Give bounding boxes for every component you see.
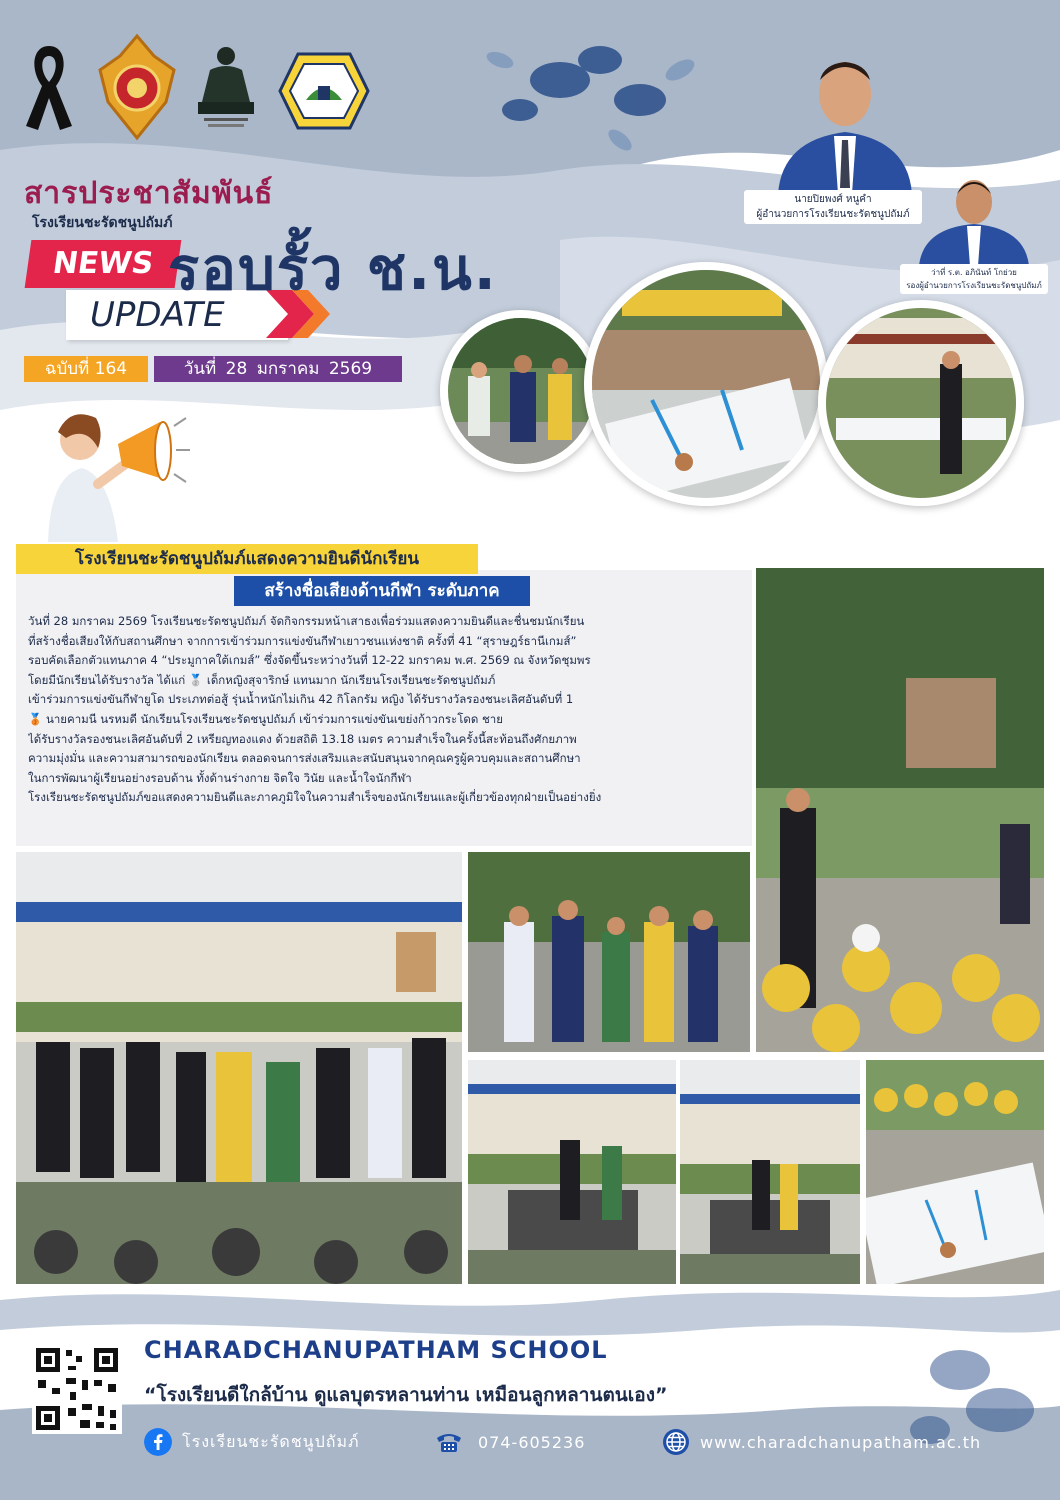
- article-line: ได้รับรางวัลรองชนะเลิศอันดับที่ 2 เหรียญทองแดง ด้วยสถิติ 13.18 เมตร ความสำเร็จในครั้งนี้สะท้อนถึงศักยภาพ: [28, 731, 577, 746]
- director-name: นายปิยพงศ์ หนูคำ: [794, 194, 872, 205]
- website-url: www.charadchanupatham.ac.th: [700, 1432, 982, 1452]
- students-medals-photo: [866, 1060, 1044, 1284]
- deputy-card: [900, 264, 1048, 294]
- facebook-contact[interactable]: [144, 1428, 360, 1456]
- article-subheadline: สร้างชื่อเสียงด้านกีฬา ระดับภาค: [234, 576, 530, 606]
- article-line: โรงเรียนชะรัดชนูปถัมภ์ขอแสดงความยินดีและภาคภูมิใจในความสำเร็จของนักเรียนและผู้เกี่ยวข้องทุกฝ่ายเป็นอย่างยิ่ง: [28, 790, 602, 805]
- issue-number: ฉบับที่ 164: [24, 356, 148, 382]
- newsletter-title: รอบรั้ว ช.น.: [168, 235, 498, 303]
- school-emblem-icon: [278, 50, 370, 132]
- article-line: ที่สร้างชื่อเสียงให้กับสถานศึกษา จากการเข้าร่วมการแข่งขันกีฬาเยาวชนแห่งชาติ ครั้งที่ 41 “สุราษฎร์ธานีเกมส์”: [28, 633, 577, 648]
- article-line: รอบคัดเลือกตัวแทนภาค 4 “ประมูกาคใต้เกมส์” ซึ่งจัดขึ้นระหว่างวันที่ 12-22 มกราคม พ.ศ. 2569 ณ จังหวัดชุมพร: [28, 653, 591, 668]
- award-circle-photo-3: [818, 300, 1024, 506]
- website-contact[interactable]: [662, 1428, 981, 1456]
- pr-title: สารประชาสัมพันธ์: [24, 176, 274, 211]
- obec-seal-icon: [96, 32, 178, 142]
- update-badge: UPDATE: [66, 290, 288, 340]
- award-circle-photo-1: [440, 310, 602, 472]
- deputy-name: ว่าที่ ร.ต. อภินันท์ โกย่วย: [931, 268, 1017, 277]
- monk-statue-icon: [190, 40, 262, 136]
- article-line: วันที่ 28 มกราคม 2569 โรงเรียนชะรัดชนูปถัมภ์ จัดกิจกรรมหน้าเสาธงเพื่อร่วมแสดงความยินดีและชื่นชมนักเรียน: [28, 614, 585, 628]
- director-role: ผู้อำนวยการโรงเรียนชะรัดชนูปถัมภ์: [756, 209, 910, 220]
- facebook-icon: [144, 1428, 172, 1456]
- facebook-label: โรงเรียนชะรัดชนูปถัมภ์: [182, 1431, 360, 1451]
- phone-number: 074-605236: [478, 1432, 586, 1452]
- award-circle-photo-2: [584, 262, 828, 506]
- certificate-photo-2: [680, 1060, 860, 1284]
- phone-icon: [430, 1428, 468, 1456]
- megaphone-woman-illustration: [10, 392, 190, 542]
- article-headline: โรงเรียนชะรัดชนูปถัมภ์แสดงความยินดีนักเรียน: [16, 544, 478, 574]
- certificate-photo-1: [468, 1060, 676, 1284]
- black-ribbon-icon: [20, 40, 78, 132]
- article-line: ในการพัฒนาผู้เรียนอย่างรอบด้าน ทั้งด้านร่างกาย จิตใจ วินัย และน้ำใจนักกีฬา: [28, 770, 412, 785]
- news-badge: NEWS: [25, 240, 182, 288]
- award-group-photo: [468, 852, 750, 1052]
- article-line: โดยมีนักเรียนได้รับรางวัล ได้แก่ 🥈 เด็กหญิงสุจาริกษ์ แทนมาก นักเรียนโรงเรียนชะรัดชนูปถัมภ์: [28, 672, 496, 687]
- deputy-role: รองผู้อำนวยการโรงเรียนชะรัดชนูปถัมภ์: [906, 281, 1042, 290]
- director-photo: [770, 28, 920, 194]
- school-slogan: “โรงเรียนดีใกล้บ้าน ดูแลบุตรหลานท่าน เหมือนลูกหลานตนเอง”: [144, 1384, 668, 1406]
- group-photo-large: [16, 852, 462, 1284]
- assembly-photo-right: [756, 568, 1044, 1052]
- article-line: เข้าร่วมการแข่งขันกีฬายูโด ประเภทต่อสู้ รุ่นน้ำหนักไม่เกิน 42 กิโลกรัม หญิง ได้รับรางวัลรองชนะเลิศอันดับที่ 1: [28, 692, 574, 707]
- school-name-small: โรงเรียนชะรัดชนูปถัมภ์: [32, 215, 173, 231]
- article-line: 🥉 นายคามนี นรหมดี นักเรียนโรงเรียนชะรัดชนูปถัมภ์ เข้าร่วมการแข่งขันเขย่งก้าวกระโดด ชาย: [28, 711, 503, 726]
- deputy-photo: [915, 168, 1033, 266]
- director-card: [744, 190, 922, 224]
- globe-icon: [662, 1428, 690, 1456]
- issue-date: วันที่ 28 มกราคม 2569: [154, 356, 402, 382]
- qr-code[interactable]: [32, 1344, 122, 1434]
- article-body: [28, 612, 746, 808]
- phone-contact[interactable]: [430, 1428, 585, 1456]
- school-name-english: CHARADCHANUPATHAM SCHOOL: [144, 1336, 608, 1364]
- article-line: ความมุ่งมั่น และความสามารถของนักเรียน ตลอดจนการส่งเสริมและสนับสนุนจากคุณครูผู้ควบคุมและสถานศึกษา: [28, 751, 581, 766]
